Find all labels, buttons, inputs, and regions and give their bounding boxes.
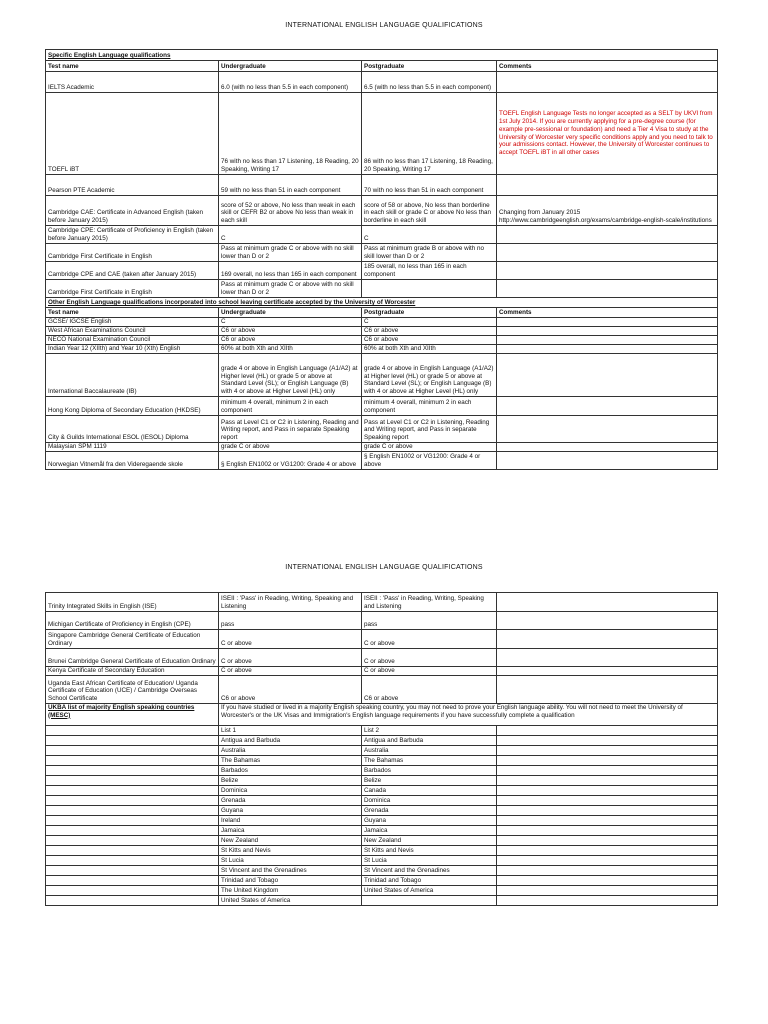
- cell-undergraduate: minimum 4 overall, minimum 2 in each component: [219, 397, 362, 416]
- list2-country: St Kitts and Nevis: [362, 846, 497, 856]
- cell-test: Cambridge CPE and CAE (taken after January 2015): [46, 262, 219, 280]
- header-comments: Comments: [497, 308, 718, 318]
- list2-country: The Bahamas: [362, 756, 497, 766]
- table-row: [46, 72, 718, 93]
- qualifications-table: [45, 49, 718, 470]
- list-item: [46, 886, 718, 896]
- cell-test: West African Examinations Council: [46, 327, 219, 336]
- list2-country: [362, 896, 497, 906]
- list1-country: Antigua and Barbuda: [219, 736, 362, 746]
- cell-comments: [497, 262, 718, 280]
- cell-postgraduate: Pass at Level C1 or C2 in Listening, Reading and Writing report, and Pass in separate Speaking report: [362, 416, 497, 443]
- cell-test: NECO National Examination Council: [46, 336, 219, 345]
- table-row: [46, 649, 718, 667]
- list1-country: Dominica: [219, 786, 362, 796]
- cell-test: Cambridge First Certificate in English: [46, 244, 219, 262]
- table-row: [46, 452, 718, 470]
- cell-postgraduate: 185 overall, no less than 165 in each component: [362, 262, 497, 280]
- table-row: [46, 354, 718, 397]
- cell-test: Kenya Certificate of Secondary Education: [46, 667, 219, 676]
- cell-undergraduate: § English EN1002 or VG1200: Grade 4 or above: [219, 452, 362, 470]
- cell-test: Cambridge CPE: Certificate of Proficiency in English (taken before January 2015): [46, 226, 219, 244]
- list-item: [46, 736, 718, 746]
- cell-postgraduate: minimum 4 overall, minimum 2 in each component: [362, 397, 497, 416]
- list-item: [46, 856, 718, 866]
- list1-country: Trinidad and Tobago: [219, 876, 362, 886]
- cell-undergraduate: pass: [219, 612, 362, 630]
- qualifications-table-continued: [45, 592, 718, 906]
- list1-country: St Kitts and Nevis: [219, 846, 362, 856]
- list2-country: St Lucia: [362, 856, 497, 866]
- list2-country: Grenada: [362, 806, 497, 816]
- cell-comments: Changing from January 2015 http://www.cambridgeenglish.org/exams/cambridge-english-scale/institutions: [497, 196, 718, 226]
- table-row: [46, 175, 718, 196]
- table-row: [46, 318, 718, 327]
- table-row: [46, 667, 718, 676]
- list2-country: St Vincent and the Grenadines: [362, 866, 497, 876]
- list1-country: The Bahamas: [219, 756, 362, 766]
- cell-postgraduate: ISEII : 'Pass' in Reading, Writing, Speaking and Listening: [362, 593, 497, 612]
- cell-test: GCSE/ IGCSE English: [46, 318, 219, 327]
- cell-test: Singapore Cambridge General Certificate of Education Ordinary: [46, 630, 219, 649]
- cell-undergraduate: 169 overall, no less than 165 in each component: [219, 262, 362, 280]
- cell-undergraduate: C or above: [219, 649, 362, 667]
- cell-test: Cambridge First Certificate in English: [46, 280, 219, 298]
- cell-test: City & Guilds International ESOL (IESOL) Diploma: [46, 416, 219, 443]
- cell-test: TOEFL iBT: [46, 93, 219, 175]
- cell-test: International Baccalaureate (IB): [46, 354, 219, 397]
- list1-country: Guyana: [219, 806, 362, 816]
- list1-country: The United Kingdom: [219, 886, 362, 896]
- table-row: [46, 416, 718, 443]
- toefl-notice: TOEFL English Language Tests no longer accepted as a SELT by UKVI from 1st July 2014. If you are currently applying for a pre-degree course (for example pre-sessional or foundation) and need a Tier 4 Visa to study at the University of Worcester very specific conditions apply and you need to talk to your admissions contact. However, the University of Worcester continues to accept TOEFL iBT in all other cases: [497, 93, 718, 175]
- list-item: [46, 806, 718, 816]
- cell-undergraduate: Pass at minimum grade C or above with no skill lower than D or 2: [219, 280, 362, 298]
- header-test-name: Test name: [46, 308, 219, 318]
- cell-undergraduate: grade 4 or above in English Language (A1/A2) at Higher level (HL) or grade 5 or above at Standard Level (SL); or English Language (B) with 4 or above at Higher Level (HL) only: [219, 354, 362, 397]
- cell-undergraduate: C6 or above: [219, 676, 362, 704]
- table-header-row: [46, 308, 718, 318]
- cell-postgraduate: [362, 280, 497, 298]
- header-comments: Comments: [497, 61, 718, 72]
- list1-country: United States of America: [219, 896, 362, 906]
- cell-undergraduate: C or above: [219, 667, 362, 676]
- list1-country: New Zealand: [219, 836, 362, 846]
- list2-country: Barbados: [362, 766, 497, 776]
- table-row: [46, 196, 718, 226]
- cell-test: Cambridge CAE: Certificate in Advanced English (taken before January 2015): [46, 196, 219, 226]
- section-heading-row: [46, 298, 718, 308]
- cell-comments: [497, 175, 718, 196]
- list1-country: Barbados: [219, 766, 362, 776]
- cell-postgraduate: 60% at both Xth and XIIth: [362, 345, 497, 354]
- list-item: [46, 826, 718, 836]
- table-row: [46, 226, 718, 244]
- header-postgraduate: Postgraduate: [362, 308, 497, 318]
- table-row: [46, 93, 718, 175]
- table-row: [46, 244, 718, 262]
- mesc-heading-row: [46, 704, 718, 726]
- table-row: [46, 443, 718, 452]
- cell-postgraduate: C or above: [362, 649, 497, 667]
- cell-comments: [497, 244, 718, 262]
- list1-country: Ireland: [219, 816, 362, 826]
- list-item: [46, 756, 718, 766]
- cell-postgraduate: score of 58 or above, No less than borderline in each skill or grade C or above No less than borderline in each skill: [362, 196, 497, 226]
- cell-undergraduate: C or above: [219, 630, 362, 649]
- table-row: [46, 327, 718, 336]
- list2-country: Canada: [362, 786, 497, 796]
- list-item: [46, 766, 718, 776]
- cell-postgraduate: C or above: [362, 667, 497, 676]
- cell-undergraduate: Pass at minimum grade C or above with no skill lower than D or 2: [219, 244, 362, 262]
- header-postgraduate: Postgraduate: [362, 61, 497, 72]
- cell-comments: [497, 226, 718, 244]
- list-item: [46, 846, 718, 856]
- cell-postgraduate: grade 4 or above in English Language (A1/A2) at Higher level (HL) or grade 5 or above at Standard Level (SL); or English Language (B) with 4 or above at Higher Level (HL) only: [362, 354, 497, 397]
- list-item: [46, 796, 718, 806]
- cell-undergraduate: 76 with no less than 17 Listening, 18 Reading, 20 Speaking, Writing 17: [219, 93, 362, 175]
- cell-undergraduate: score of 52 or above, No less than weak in each skill or CEFR B2 or above No less than weak in each skill: [219, 196, 362, 226]
- cell-postgraduate: 70 with no less than 51 in each component: [362, 175, 497, 196]
- table-row: [46, 280, 718, 298]
- list1-country: Jamaica: [219, 826, 362, 836]
- page2-title: INTERNATIONAL ENGLISH LANGUAGE QUALIFICATIONS: [285, 564, 483, 571]
- cell-comments: [497, 72, 718, 93]
- list1-country: Australia: [219, 746, 362, 756]
- cell-undergraduate: ISEII : 'Pass' in Reading, Writing, Speaking and Listening: [219, 593, 362, 612]
- table-row: [46, 630, 718, 649]
- cell-postgraduate: 86 with no less than 17 Listening, 18 Reading, 20 Speaking, Writing 17: [362, 93, 497, 175]
- cell-postgraduate: Pass at minimum grade B or above with no skill lower than D or 2: [362, 244, 497, 262]
- cell-undergraduate: C: [219, 226, 362, 244]
- list-item: [46, 746, 718, 756]
- cell-undergraduate: Pass at Level C1 or C2 in Listening, Reading and Writing report, and Pass in separate Speaking report: [219, 416, 362, 443]
- cell-test: Michigan Certificate of Proficiency in English (CPE): [46, 612, 219, 630]
- section-heading-row: [46, 50, 718, 61]
- list2-country: Jamaica: [362, 826, 497, 836]
- list2-country: Belize: [362, 776, 497, 786]
- cell-test: Pearson PTE Academic: [46, 175, 219, 196]
- list1-country: St Lucia: [219, 856, 362, 866]
- table-header-row: [46, 61, 718, 72]
- cell-test: Trinity Integrated Skills in English (ISE): [46, 593, 219, 612]
- cell-test: Brunei Cambridge General Certificate of Education Ordinary: [46, 649, 219, 667]
- table-row: [46, 676, 718, 704]
- cell-postgraduate: C: [362, 226, 497, 244]
- cell-postgraduate: C6 or above: [362, 676, 497, 704]
- cell-postgraduate: pass: [362, 612, 497, 630]
- cell-test: IELTS Academic: [46, 72, 219, 93]
- cell-postgraduate: C6 or above: [362, 327, 497, 336]
- list-item: [46, 866, 718, 876]
- cell-test: Norwegian Vitnemål fra den Videregaende skole: [46, 452, 219, 470]
- cell-undergraduate: C6 or above: [219, 327, 362, 336]
- list-item: [46, 896, 718, 906]
- list2-country: Dominica: [362, 796, 497, 806]
- cell-postgraduate: § English EN1002 or VG1200: Grade 4 or above: [362, 452, 497, 470]
- list-item: [46, 876, 718, 886]
- cell-postgraduate: grade C or above: [362, 443, 497, 452]
- cell-undergraduate: grade C or above: [219, 443, 362, 452]
- table-row: [46, 397, 718, 416]
- list1-country: List 1: [219, 726, 362, 736]
- cell-test: Malaysian SPM 1119: [46, 443, 219, 452]
- section-title: Other English Language qualifications incorporated into school leaving certificate accepted by the University of Worcester: [46, 298, 718, 308]
- list2-country: List 2: [362, 726, 497, 736]
- cell-test: Uganda East African Certificate of Education/ Uganda Certificate of Education (UCE) / Cambridge Overseas School Certificate: [46, 676, 219, 704]
- cell-postgraduate: C or above: [362, 630, 497, 649]
- table-row: [46, 593, 718, 612]
- list-item: [46, 776, 718, 786]
- cell-undergraduate: 59 with no less than 51 in each component: [219, 175, 362, 196]
- list-item: [46, 786, 718, 796]
- cell-undergraduate: C6 or above: [219, 336, 362, 345]
- page-title: INTERNATIONAL ENGLISH LANGUAGE QUALIFICATIONS: [285, 22, 483, 29]
- table-row: [46, 345, 718, 354]
- cell-undergraduate: 6.0 (with no less than 5.5 in each component): [219, 72, 362, 93]
- list-item: [46, 816, 718, 826]
- table-row: [46, 262, 718, 280]
- table-row: [46, 612, 718, 630]
- list2-country: Guyana: [362, 816, 497, 826]
- cell-test: Hong Kong Diploma of Secondary Education (HKDSE): [46, 397, 219, 416]
- list1-country: Grenada: [219, 796, 362, 806]
- list1-country: St Vincent and the Grenadines: [219, 866, 362, 876]
- mesc-note: If you have studied or lived in a majority English speaking country, you may not need to prove your English language ability. You will not need to meet the University of Worcester's or the UK Visas and Immigration's English language requirements if you have successfully complete a qualification: [219, 704, 718, 726]
- cell-undergraduate: 60% at both Xth and XIIth: [219, 345, 362, 354]
- cell-postgraduate: C6 or above: [362, 336, 497, 345]
- list2-country: Antigua and Barbuda: [362, 736, 497, 746]
- header-undergraduate: Undergraduate: [219, 308, 362, 318]
- list2-country: Trinidad and Tobago: [362, 876, 497, 886]
- section-title: Specific English Language qualifications: [46, 50, 718, 61]
- list2-country: New Zealand: [362, 836, 497, 846]
- list2-country: Australia: [362, 746, 497, 756]
- table-row: [46, 336, 718, 345]
- list-item: [46, 836, 718, 846]
- cell-test: Indian Year 12 (XIIth) and Year 10 (Xth) English: [46, 345, 219, 354]
- header-test-name: Test name: [46, 61, 219, 72]
- cell-postgraduate: C: [362, 318, 497, 327]
- cell-undergraduate: C: [219, 318, 362, 327]
- cell-comments: [497, 280, 718, 298]
- cell-postgraduate: 6.5 (with no less than 5.5 in each component): [362, 72, 497, 93]
- list-item: [46, 726, 718, 736]
- list2-country: United States of America: [362, 886, 497, 896]
- list1-country: Belize: [219, 776, 362, 786]
- header-undergraduate: Undergraduate: [219, 61, 362, 72]
- mesc-title: UKBA list of majority English speaking countries (MESC): [46, 704, 219, 726]
